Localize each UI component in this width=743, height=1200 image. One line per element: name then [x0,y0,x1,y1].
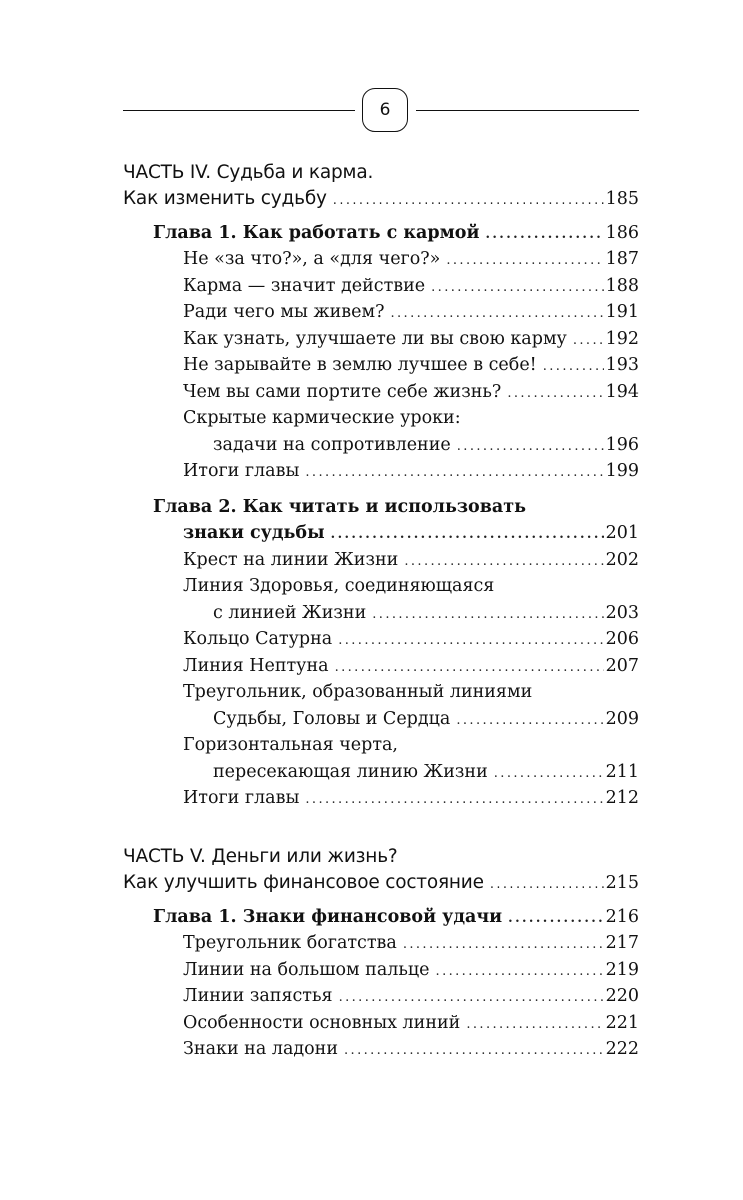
toc-entry-section [123,379,639,406]
entry-page: 211 [605,761,639,782]
entry-title-line1: Треугольник, образованный линиями [183,682,533,702]
dot-leader [404,549,603,576]
toc-entry-chapter [123,904,639,931]
toc-part-4 [123,160,639,812]
entry-page: 187 [605,249,639,269]
toc-entry-section [123,1010,639,1037]
entry-title: Итоги главы [183,788,300,808]
entry-title: Треугольник богатства [183,933,397,953]
entry-title: задачи на сопротивление [213,434,451,455]
entry-title: Ради чего мы живем? [183,302,385,322]
dot-leader [333,188,604,215]
entry-title: знаки судьбы [183,523,325,543]
toc-entry-section [123,759,639,786]
toc-entry-section [123,547,639,574]
toc-entry-section [123,626,639,653]
entry-title-line1: Горизонтальная черта, [183,735,398,755]
entry-page: 193 [605,355,639,375]
dot-leader [485,222,603,249]
dot-leader [466,1012,603,1039]
entry-page: 207 [605,655,639,676]
entry-title: Как узнать, улучшаете ли вы свою карму [183,328,567,349]
toc-entry-part [123,186,639,213]
entry-title: Линии на большом пальце [183,959,430,980]
entry-title: Знаки на ладони [183,1039,339,1059]
part-title-line1: ЧАСТЬ V. Деньги или жизнь? [123,846,398,867]
entry-page: 201 [605,523,639,543]
entry-title: Крест на линии Жизни [183,549,399,570]
toc-entry-section [123,983,639,1010]
dot-leader [344,1038,604,1065]
entry-page: 209 [605,708,639,729]
dot-leader [305,460,603,487]
entry-title: Карма — значит действие [183,275,426,296]
header-rule-right [416,110,639,111]
entry-title: Чем вы сами портите себе жизнь? [183,381,502,402]
toc-entry-chapter [123,220,639,247]
toc-entry-section [123,299,639,326]
entry-page: 199 [605,461,639,481]
toc-entry-section [123,246,639,273]
entry-page: 192 [605,328,639,349]
entry-page: 194 [605,381,639,402]
dot-leader [305,787,603,814]
dot-leader [494,761,604,788]
entry-title: Как изменить судьбу [123,188,327,209]
toc-entry-section [123,785,639,812]
toc-part-5 [123,844,639,1063]
dot-leader [436,959,604,986]
entry-page: 220 [605,986,639,1006]
toc-entry-section [123,326,639,353]
entry-page: 215 [605,873,639,893]
part-title-line1: ЧАСТЬ IV. Судьба и карма. [123,162,374,183]
toc-entry-section [123,930,639,957]
toc-entry-part [123,870,639,897]
entry-title: Как улучшить финансовое состояние [123,872,484,893]
dot-leader [456,708,603,735]
dot-leader [338,628,603,655]
entry-title-line1: Скрытые кармические уроки: [183,408,461,428]
toc-entry-section [123,706,639,733]
entry-title: Кольцо Сатурна [183,629,333,649]
entry-page: 219 [605,959,639,980]
toc-entry-chapter [123,520,639,547]
entry-title-line1: Линия Здоровья, соединяющаяся [183,576,495,596]
page-number: 6 [362,88,408,132]
entry-page: 186 [605,222,639,243]
page-header [123,88,639,134]
entry-title: Не зарывайте в землю лучшее в себе! [183,355,537,375]
entry-page: 185 [605,189,639,209]
entry-title: Особенности основных линий [183,1012,461,1033]
toc-entry-section [123,600,639,627]
entry-page: 221 [605,1012,639,1033]
toc-entry-section [123,1036,639,1063]
entry-page: 203 [605,602,639,623]
entry-page: 191 [605,302,639,322]
entry-page: 212 [605,788,639,808]
toc-entry-section [123,957,639,984]
entry-page: 217 [605,933,639,953]
entry-title: с линией Жизни [213,602,367,623]
dot-leader [390,301,603,328]
entry-page: 222 [605,1039,639,1059]
header-rule-left [123,110,355,111]
entry-title: Линия Нептуна [183,655,329,676]
dot-leader [446,248,603,275]
dot-leader [543,354,604,381]
entry-title: пересекающая линию Жизни [213,761,488,782]
dot-leader [457,434,604,461]
entry-page: 196 [605,434,639,455]
toc-entry-section [123,458,639,485]
dot-leader [331,522,604,549]
entry-page: 202 [605,549,639,570]
dot-leader [573,328,604,355]
dot-leader [335,655,604,682]
dot-leader [507,381,603,408]
entry-page: 188 [605,275,639,296]
entry-title: Линии запястья [183,986,333,1006]
entry-title: Глава 1. Знаки финансовой удачи [153,906,503,927]
entry-title: Не «за что?», а «для чего?» [183,249,441,269]
entry-title: Итоги главы [183,461,300,481]
toc-entry-section [123,432,639,459]
dot-leader [508,906,603,933]
dot-leader [431,275,603,302]
dot-leader [372,602,603,629]
toc-entry-section [123,352,639,379]
entry-page: 216 [605,906,639,927]
entry-title: Судьбы, Головы и Сердца [213,708,451,729]
dot-leader [339,985,604,1012]
entry-title: Глава 1. Как работать с кармой [153,222,480,243]
toc-entry-section [123,653,639,680]
toc-entry-section [123,273,639,300]
entry-page: 206 [605,629,639,649]
dot-leader [403,932,604,959]
chapter-title-line1: Глава 2. Как читать и использовать [153,496,526,517]
dot-leader [490,872,604,899]
